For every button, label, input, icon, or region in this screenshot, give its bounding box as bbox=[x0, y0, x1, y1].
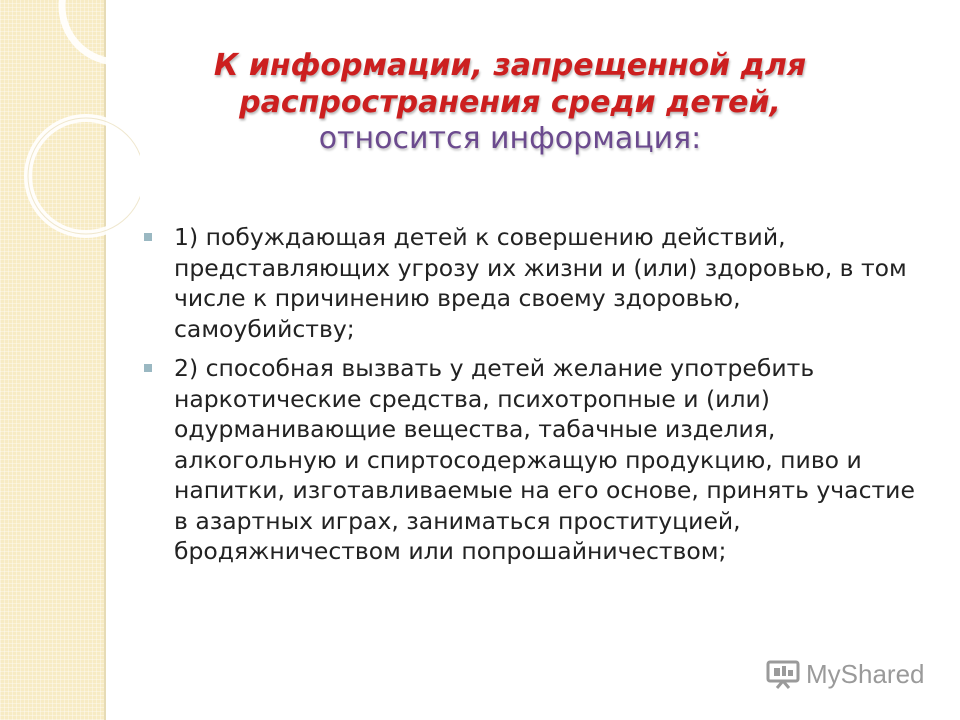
bullet-text-2: 2) способная вызвать у детей желание употребить наркотические средства, психотропные и (или) одурманивающие вещества, табачные изделия, алкогольную и спиртосодержащую продукцию, пиво и напитки, изготавливаемые на его основе, принять участие в азартных играх, заниматься проституцией, бродяжничеством или попрошайничеством; bbox=[174, 354, 915, 565]
watermark-text: MyShared bbox=[806, 658, 925, 689]
title-line-1: К информации, запрещенной для bbox=[213, 48, 807, 83]
title-line-2: распространения среди детей, bbox=[239, 84, 781, 120]
slide-title bbox=[150, 48, 870, 158]
list-item bbox=[140, 222, 920, 344]
bullet-list bbox=[140, 222, 920, 576]
title-subtitle: относится информация: bbox=[318, 121, 702, 157]
square-bullet-icon bbox=[144, 233, 152, 241]
list-item bbox=[140, 353, 920, 567]
bullet-text-1: 1) побуждающая детей к совершению действий, представляющих угрозу их жизни и (или) здоровью, в том числе к причинению вреда своему здоровью, самоубийству; bbox=[174, 223, 907, 343]
decorative-circles bbox=[0, 0, 140, 260]
watermark bbox=[766, 656, 925, 692]
square-bullet-icon bbox=[144, 364, 152, 372]
presentation-board-icon bbox=[766, 659, 800, 689]
